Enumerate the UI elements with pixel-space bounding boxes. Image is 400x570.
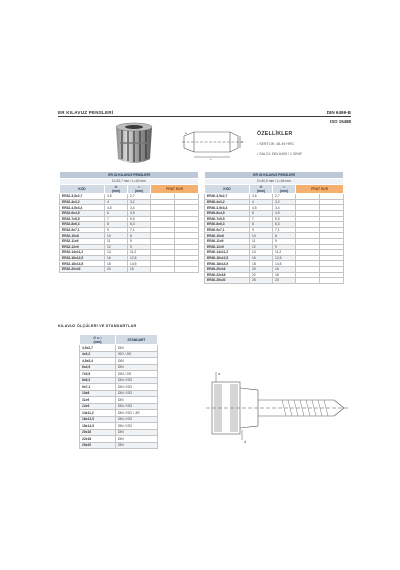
er32-code-cell: ER32-11x9 <box>60 238 105 244</box>
er40-square-cell: 20 <box>273 278 296 284</box>
er32-square-cell: 6,3 <box>128 222 151 228</box>
er40-square-cell: 8 <box>273 233 296 239</box>
er32-diameter-cell: 8 <box>105 222 128 228</box>
er40-diameter-cell: 18 <box>250 261 273 267</box>
er40-code-cell: ER40-12x9 <box>205 244 250 250</box>
er40-diameter-cell: 6 <box>250 210 273 216</box>
square-unit: (mm) <box>134 189 144 194</box>
er40-square-cell: 3,4 <box>273 205 296 211</box>
tap-size-cell: 8x6,3 <box>80 377 116 384</box>
tap-size-cell: 16x12,5 <box>80 416 116 423</box>
er40-square-cell: 12,5 <box>273 255 296 261</box>
dim-label-c: c <box>210 157 212 160</box>
feature-hardness: • SERTLİK: 48-49 HRC <box>257 142 295 146</box>
er32-code-cell: ER32-7x5,5 <box>60 216 105 222</box>
er40-table <box>204 171 344 284</box>
er40-code-cell: ER40-16x12,5 <box>205 255 250 261</box>
er40-diameter-cell: 4 <box>250 199 273 205</box>
tap-standards-table <box>79 334 158 449</box>
er40-square-cell: 16 <box>273 266 296 272</box>
er40-diameter-cell: 8 <box>250 222 273 228</box>
er40-subtitle: D=40,9 mm / L=46 mm <box>205 178 344 185</box>
collet-drawing <box>180 124 250 160</box>
er32-code-cell: ER32-18x14,5 <box>60 261 105 267</box>
er40-diameter-cell: 7 <box>250 216 273 222</box>
er40-code-cell: ER40-14x11,2 <box>205 250 250 256</box>
er40-square-cell: 14,5 <box>273 261 296 267</box>
er40-code-cell: ER40-20x16 <box>205 266 250 272</box>
code-header: KOD <box>205 185 250 194</box>
er32-diameter-cell: 9 <box>105 227 128 233</box>
tap-standard-cell: DIN / ISO <box>116 390 158 397</box>
er32-code-cell: ER32-10x8 <box>60 233 105 239</box>
er40-title: ER 40 KILAVUZ PENSLERİ <box>205 172 344 179</box>
tap-label-d: d <box>244 439 247 444</box>
er32-square-cell: 7,1 <box>128 227 151 233</box>
dim-label-a: a <box>185 131 187 135</box>
er40-square-cell: 4,9 <box>273 210 296 216</box>
er40-square-cell: 11,2 <box>273 250 296 256</box>
diameter-symbol: ∅ <box>114 185 118 190</box>
er40-code-cell: ER40-6x4,9 <box>205 210 250 216</box>
er32-square-cell: 9 <box>128 238 151 244</box>
page-title: ER KILAVUZ PENSLERİ <box>58 110 114 115</box>
er32-code-cell: ER32-4,5x3,4 <box>60 205 105 211</box>
er32-diameter-cell: 3,5 <box>105 194 128 200</box>
er32-square-cell: 4,9 <box>128 210 151 216</box>
er32-diameter-cell: 14 <box>105 250 128 256</box>
tap-size-cell: 4x3,2 <box>80 351 116 358</box>
er40-diameter-cell: 12 <box>250 244 273 250</box>
er40-diameter-cell: 3,5 <box>250 194 273 200</box>
er32-code-cell: ER32-8x6,3 <box>60 222 105 228</box>
price-header: FİYAT EUR <box>296 185 344 194</box>
er40-square-cell: 2,7 <box>273 194 296 200</box>
er40-square-cell: 9 <box>273 238 296 244</box>
er32-square-cell: 9 <box>128 244 151 250</box>
er32-diameter-cell: 7 <box>105 216 128 222</box>
er40-diameter-cell: 20 <box>250 266 273 272</box>
code-header: KOD <box>60 185 105 194</box>
er32-price-cell <box>151 266 175 272</box>
diameter-unit: (mm) <box>256 189 266 194</box>
tap-size-cell: 3,5x2,7 <box>80 345 116 352</box>
diameter-unit: (mm) <box>111 189 121 194</box>
tap-size-cell: 9x7,1 <box>80 384 116 391</box>
standard-header: STANDART <box>116 335 158 345</box>
er32-diameter-cell: 6 <box>105 210 128 216</box>
tap-standard-cell: DIN <box>116 442 158 449</box>
er40-diameter-cell: 22 <box>250 272 273 278</box>
tap-standard-cell: DIN / ISO <box>116 377 158 384</box>
er32-diameter-cell: 4 <box>105 199 128 205</box>
square-header <box>128 185 151 194</box>
diameter-symbol: ∅ <box>259 185 263 190</box>
diameter-header <box>105 185 128 194</box>
square-symbol: □ <box>283 185 285 190</box>
er32-square-cell: 5,5 <box>128 216 151 222</box>
table-row <box>205 278 344 284</box>
square-symbol: □ <box>138 185 140 190</box>
table-row <box>60 266 199 272</box>
er40-code-cell: ER40-18x14,5 <box>205 261 250 267</box>
tap-size-cell: 22x18 <box>80 436 116 443</box>
er40-diameter-cell: 16 <box>250 255 273 261</box>
tap-standard-cell: DIN <box>116 436 158 443</box>
er40-diameter-cell: 4,5 <box>250 205 273 211</box>
er32-code-cell: ER32-14x11,2 <box>60 250 105 256</box>
price-header: FİYAT EUR <box>151 185 199 194</box>
tap-size-cell: 7x5,5 <box>80 371 116 378</box>
er32-code-cell: ER32-4x3,2 <box>60 199 105 205</box>
tap-size-cell: 6x4,9 <box>80 364 116 371</box>
er40-diameter-cell: 9 <box>250 227 273 233</box>
er32-diameter-cell: 18 <box>105 261 128 267</box>
er40-diameter-cell: 25 <box>250 278 273 284</box>
er40-diameter-cell: 11 <box>250 238 273 244</box>
er32-code-cell: ER32-12x9 <box>60 244 105 250</box>
page-header <box>58 106 351 117</box>
er32-square-cell: 3,4 <box>128 205 151 211</box>
tap-size-cell: 14x11,2 <box>80 410 116 417</box>
er40-code-cell: ER40-8x6,3 <box>205 222 250 228</box>
size-unit: (mm) <box>93 339 102 344</box>
er32-subtitle: D=32,7 mm / L=40 mm <box>60 178 199 185</box>
er32-diameter-cell: 12 <box>105 244 128 250</box>
er32-square-cell: 3,2 <box>128 199 151 205</box>
er40-price-blank-cell <box>320 278 344 284</box>
tap-standard-cell: DIN / ISO <box>116 423 158 430</box>
er40-code-cell: ER40-11x9 <box>205 238 250 244</box>
er40-code-cell: ER40-3,5x2,7 <box>205 194 250 200</box>
size-header <box>80 335 116 345</box>
er40-code-cell: ER40-25x20 <box>205 278 250 284</box>
er32-price-blank-cell <box>175 266 199 272</box>
tap-standard-cell: DIN <box>116 397 158 404</box>
iso-label: ISO 15488 <box>330 119 351 124</box>
tap-size-cell: 25x20 <box>80 442 116 449</box>
tap-standard-cell: DIN / ISO <box>116 416 158 423</box>
er32-title: ER 32 KILAVUZ PENSLERİ <box>60 172 199 179</box>
er40-square-cell: 7,1 <box>273 227 296 233</box>
er40-code-cell: ER40-10x8 <box>205 233 250 239</box>
er32-square-cell: 14,5 <box>128 261 151 267</box>
tap-size-cell: 10x8 <box>80 390 116 397</box>
collet-photo <box>112 121 156 167</box>
er32-square-cell: 16 <box>128 266 151 272</box>
er40-diameter-cell: 14 <box>250 250 273 256</box>
er32-code-cell: ER32-3,5x2,7 <box>60 194 105 200</box>
tap-standard-cell: DIN <box>116 364 158 371</box>
standard-label: DIN 6499-B <box>326 110 351 115</box>
er32-diameter-cell: 20 <box>105 266 128 272</box>
tap-standard-cell: DIN / JIS <box>116 371 158 378</box>
er32-square-cell: 8 <box>128 233 151 239</box>
er32-diameter-cell: 10 <box>105 233 128 239</box>
tap-standard-cell: ISO / JIS <box>116 351 158 358</box>
er32-code-cell: ER32-6x4,9 <box>60 210 105 216</box>
square-header <box>273 185 296 194</box>
er40-price-cell <box>296 278 320 284</box>
er40-square-cell: 5,5 <box>273 216 296 222</box>
tap-size-cell: 4,5x3,4 <box>80 358 116 365</box>
dim-label-b: b <box>241 140 243 144</box>
er40-square-cell: 6,3 <box>273 222 296 228</box>
square-unit: (mm) <box>279 189 289 194</box>
er40-diameter-cell: 10 <box>250 233 273 239</box>
er40-square-cell: 18 <box>273 272 296 278</box>
er32-square-cell: 2,7 <box>128 194 151 200</box>
er32-table <box>59 171 199 273</box>
table-row <box>80 442 158 449</box>
er40-square-cell: 3,2 <box>273 199 296 205</box>
er40-code-cell: ER40-22x18 <box>205 272 250 278</box>
er40-code-cell: ER40-9x7,1 <box>205 227 250 233</box>
tap-standard-cell: DIN <box>116 345 158 352</box>
er32-diameter-cell: 4,5 <box>105 205 128 211</box>
tap-size-cell: 12x9 <box>80 403 116 410</box>
tap-standard-cell: DIN / ISO <box>116 403 158 410</box>
er32-code-cell: ER32-9x7,1 <box>60 227 105 233</box>
tap-size-cell: 18x14,5 <box>80 423 116 430</box>
er32-diameter-cell: 16 <box>105 255 128 261</box>
er32-code-cell: ER32-16x12,5 <box>60 255 105 261</box>
feature-runout: • SALGI: DIN 6499 / 1 SINIF <box>257 152 303 156</box>
er40-code-cell: ER40-7x5,5 <box>205 216 250 222</box>
tap-standard-cell: DIN / ISO / JIS <box>116 410 158 417</box>
tap-size-cell: 11x9 <box>80 397 116 404</box>
features-title: ÖZELLİKLER <box>257 131 293 137</box>
section2-title: KILAVUZ ÖLÇÜLERİ VE STANDARTLAR <box>58 324 137 328</box>
er40-square-cell: 9 <box>273 244 296 250</box>
tap-size-cell: 20x16 <box>80 429 116 436</box>
er40-code-cell: ER40-4x3,2 <box>205 199 250 205</box>
tap-standard-cell: DIN <box>116 358 158 365</box>
tap-standard-cell: DIN / ISO <box>116 384 158 391</box>
tap-label-a: a <box>218 371 221 376</box>
er32-square-cell: 12,5 <box>128 255 151 261</box>
er32-square-cell: 11,2 <box>128 250 151 256</box>
er40-code-cell: ER40-4,5x3,4 <box>205 205 250 211</box>
size-symbol: ∅ x □ <box>93 335 102 340</box>
diameter-header <box>250 185 273 194</box>
tap-standard-cell: DIN <box>116 429 158 436</box>
er32-code-cell: ER32-20x16 <box>60 266 105 272</box>
tap-drawing <box>202 366 352 446</box>
er32-diameter-cell: 11 <box>105 238 128 244</box>
